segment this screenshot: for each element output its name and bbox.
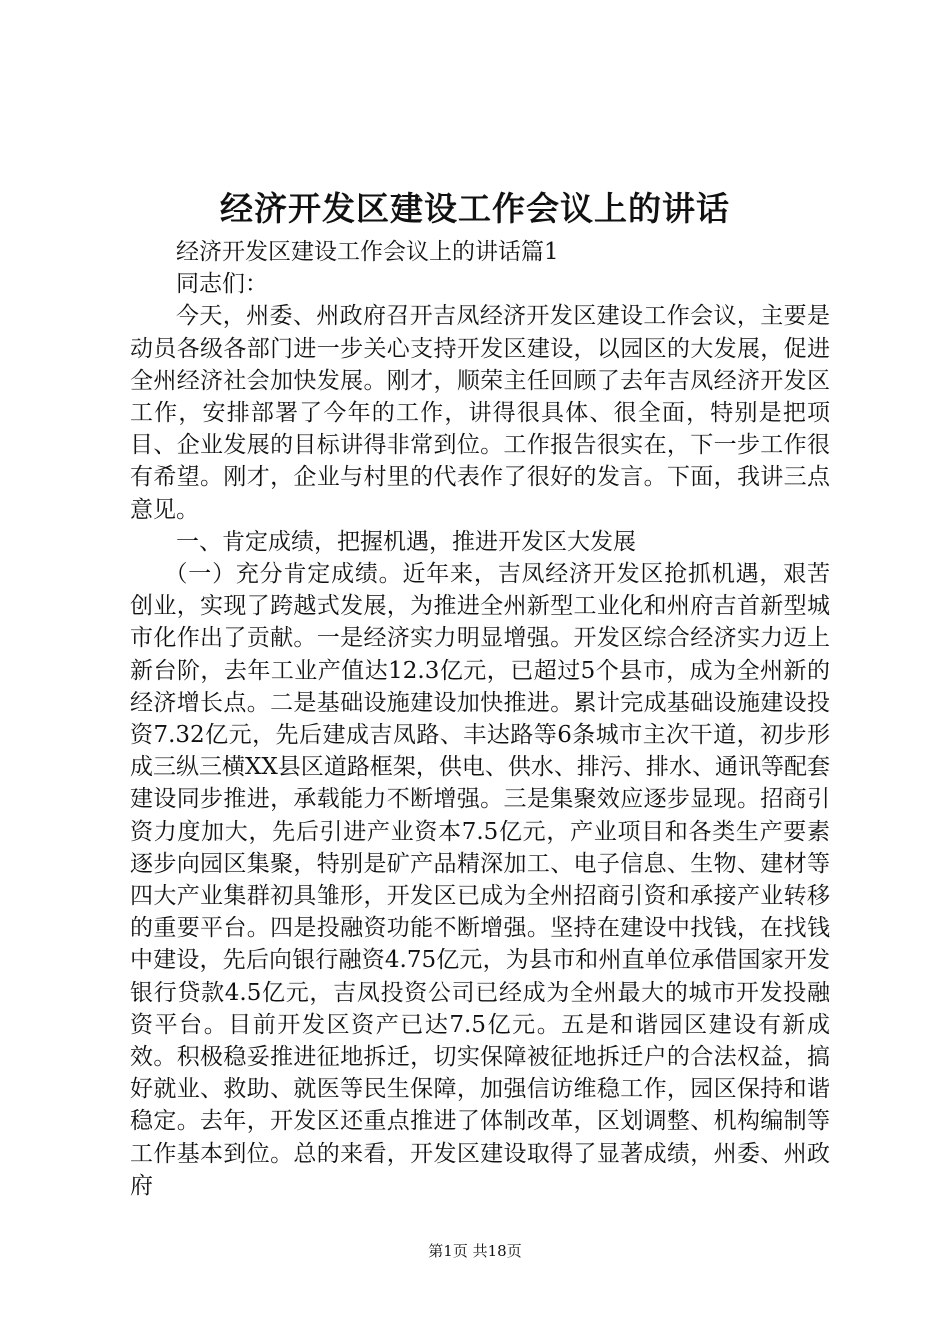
salutation: 同志们： xyxy=(176,271,268,298)
page-footer: 第1页 共18页 xyxy=(428,1242,522,1260)
document-title: 经济开发区建设工作会议上的讲话 xyxy=(220,189,730,228)
document-subtitle: 经济开发区建设工作会议上的讲话篇1 xyxy=(176,239,559,265)
document-body xyxy=(130,236,830,1202)
paragraph-achievements: （一）充分肯定成绩。近年来，吉凤经济开发区抢抓机遇，艰苦创业，实现了跨越式发展，为推进全州新型工业化和州府吉首新型城市化作出了贡献。一是经济实力明显增强。开发区综合经济实力迈上新台阶，去年工业产值达12.3亿元，已超过5个县市，成为全州新的经济增长点。二是基础设施建设加快推进。累计完成基础设施建设投资7.32亿元，先后建成吉凤路、丰达路等6条城市主次干道，初步形成三纵三横XX县区道路框架，供电、供水、排污、排水、通讯等配套建设同步推进，承载能力不断增强。三是集聚效应逐步显现。招商引资力度加大，先后引进产业资本7.5亿元，产业项目和各类生产要素逐步向园区集聚，特别是矿产品精深加工、电子信息、生物、建材等四大产业集群初具雏形，开发区已成为全州招商引资和承接产业转移的重要平台。四是投融资功能不断增强。坚持在建设中找钱，在找钱中建设，先后向银行融资4.75亿元，为县市和州直单位承借国家开发银行贷款4.5亿元，吉凤投资公司已经成为全州最大的城市开发投融资平台。目前开发区资产已达7.5亿元。五是和谐园区建设有新成效。积极稳妥推进征地拆迁，切实保障被征地拆迁户的合法权益，搞好就业、救助、就医等民生保障，加强信访维稳工作，园区保持和谐稳定。去年，开发区还重点推进了体制改革，区划调整、机构编制等工作基本到位。总的来看，开发区建设取得了显著成绩，州委、州政府 xyxy=(130,561,830,1199)
paragraph-intro: 今天，州委、州政府召开吉凤经济开发区建设工作会议，主要是动员各级各部门进一步关心支持开发区建设，以园区的大发展，促进全州经济社会加快发展。刚才，顺荣主任回顾了去年吉凤经济开发区工作，安排部署了今年的工作，讲得很具体、很全面，特别是把项目、企业发展的目标讲得非常到位。工作报告很实在，下一步工作很有希望。刚才，企业与村里的代表作了很好的发言。下面，我讲三点意见。 xyxy=(130,303,830,523)
section-heading: 一、肯定成绩，把握机遇，推进开发区大发展 xyxy=(176,528,636,555)
